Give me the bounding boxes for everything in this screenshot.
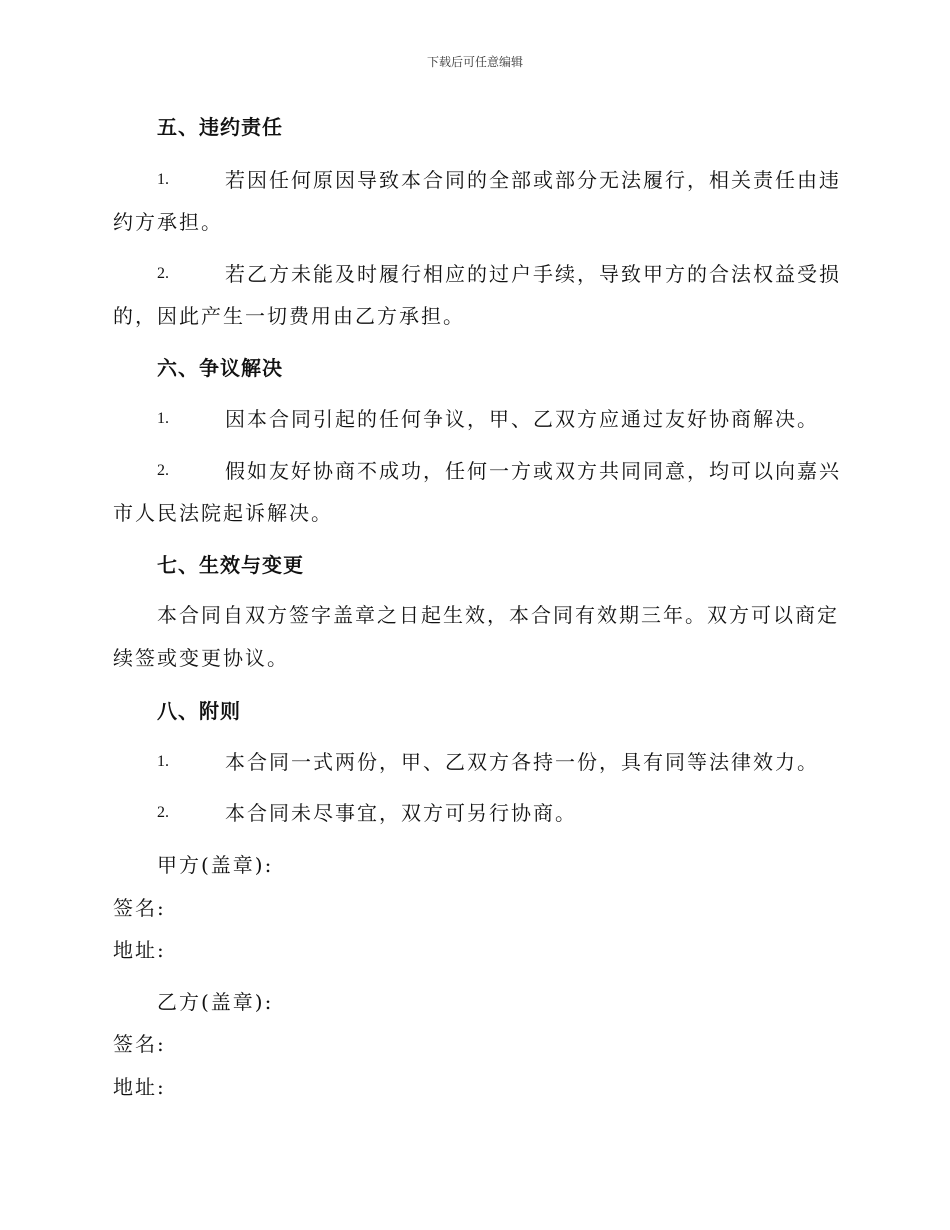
paragraph-text: 本合同自双方签字盖章之日起生效，本合同有效期三年。双方可以商定 [157, 603, 839, 627]
party-b-label: 乙方(盖章): [157, 990, 274, 1014]
party-b-address: 地址: [113, 1075, 166, 1099]
item-number: 1. [157, 171, 169, 188]
party-b-signature: 签名: [113, 1032, 166, 1056]
item-text: 本合同未尽事宜，双方可另行协商。 [225, 801, 577, 825]
section-heading-dispute: 六、争议解决 [157, 356, 283, 380]
item-text: 本合同一式两份，甲、乙双方各持一份，具有同等法律效力。 [225, 750, 819, 774]
item-number: 2. [157, 462, 169, 479]
page-header: 下载后可任意编辑 [426, 55, 523, 69]
item-text: 因本合同引起的任何争议，甲、乙双方应通过友好协商解决。 [225, 407, 819, 431]
item-text: 若乙方未能及时履行相应的过户手续，导致甲方的合法权益受损 [225, 262, 841, 286]
party-a-address: 地址: [113, 938, 166, 962]
party-a-label: 甲方(盖章): [157, 853, 274, 877]
item-number: 1. [157, 410, 169, 427]
item-text-continuation: 约方承担。 [113, 210, 223, 234]
item-number: 2. [157, 804, 169, 821]
section-heading-supplementary: 八、附则 [157, 699, 241, 723]
party-a-signature: 签名: [113, 896, 166, 920]
item-text-continuation: 的，因此产生一切费用由乙方承担。 [113, 304, 465, 328]
section-heading-breach: 五、违约责任 [157, 115, 283, 139]
item-number: 2. [157, 265, 169, 282]
item-number: 1. [157, 753, 169, 770]
item-text: 假如友好协商不成功，任何一方或双方共同同意，均可以向嘉兴 [225, 459, 841, 483]
paragraph-text-continuation: 续签或变更协议。 [113, 646, 289, 670]
section-heading-effect: 七、生效与变更 [157, 553, 304, 577]
item-text-continuation: 市人民法院起诉解决。 [113, 501, 333, 525]
item-text: 若因任何原因导致本合同的全部或部分无法履行，相关责任由违 [225, 168, 841, 192]
